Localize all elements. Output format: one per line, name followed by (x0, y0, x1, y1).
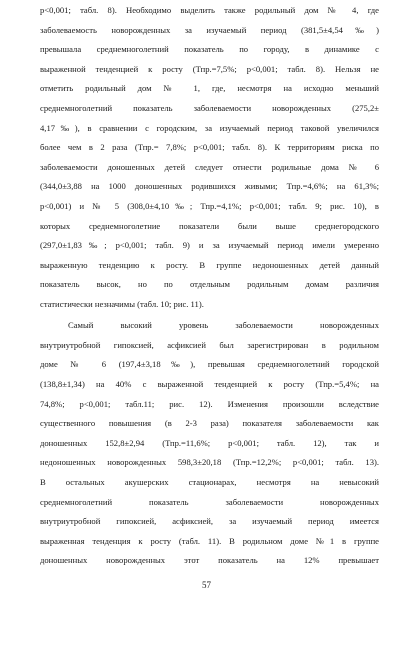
text-line: заболеваемости доношенных детей следует отнести родильные дома № 6 (40, 161, 379, 172)
text-line: статистически незначимы (табл. 10; рис. 11). (40, 299, 204, 309)
text-line: существенного повышения (в 2-3 раза) показателя заболеваемости как (40, 418, 379, 429)
text-line: (297,0±1,83‰; р<0,001; табл. 9) и за изучаемый период имели умеренно (40, 240, 379, 251)
text-line: выраженная тенденция к росту (табл. 11). В родильном доме №1 в группе (40, 535, 379, 546)
text-line: р<0,001; табл. 8). Необходимо выделить также родильный дом № 4, где (40, 5, 379, 15)
text-line: выраженную тенденцию к росту. В группе недоношенных детей данный (40, 259, 379, 270)
text-line: (344,0±3,88 на 1000 доношенных родившихся живыми; Тпр.=4,6%; на 61,3%; (40, 181, 379, 192)
text-line: (138,8±1,34) на 40% с выраженной тенденцией к росту (Тпр.=5,4%; на (40, 378, 379, 389)
text-line: которых среднемноголетние показатели были выше среднегородского (40, 220, 379, 231)
text-line: заболеваемость новорожденных за изучаемый период (381,5±4,54‰) (40, 24, 379, 35)
text-line: внутриутробной гипоксией, асфиксией был зарегистрирован в родильном (40, 339, 379, 350)
text-line: более чем в 2 раза (Тпр.= 7,8%; р<0,001; табл. 8). К территориям риска по (40, 142, 379, 153)
text-line: доме № 6 (197,4±3,18‰), превышая среднемноголетний городской (40, 359, 379, 370)
text-line: показатель высок, но по отдельным родильным домам различия (40, 279, 379, 290)
page-number: 57 (202, 579, 211, 590)
text-line: среднемноголетний показатель заболеваемости новорожденных (40, 496, 379, 507)
text-line: доношенных 152,8±2,94 (Тпр.=11,6%; р<0,001; табл. 12), так и (40, 437, 379, 448)
text-line: 4,17‰), в сравнении с городским, за изучаемый период таковой увеличился (40, 122, 379, 133)
text-line: превышала среднемноголетний показатель по городу, в динамике с (40, 44, 379, 55)
text-line: доношенных новорожденных этот показатель на 12% превышает (40, 555, 379, 566)
text-line: р<0,001) и № 5 (308,0±4,10‰; Тпр.=4,1%; р<0,001; табл. 9; рис. 10), в (40, 201, 379, 211)
text-line: недоношенных новорожденных 598,3±20,18 (Тпр.=12,2%; р<0,001; табл. 13). (40, 457, 379, 468)
text-line: Самый высокий уровень заболеваемости новорожденных (68, 320, 379, 331)
text-line: В остальных акушерских стационарах, несмотря на невысокий (40, 476, 379, 487)
text-line: отметить родильный дом № 1, где, несмотря на исходно меньший (40, 83, 379, 94)
text-line: 74,8%; р<0,001; табл.11; рис. 12). Изменения произошли вследствие (40, 398, 379, 409)
text-line: внутриутробной гипоксией, асфиксией, за изучаемый период имеется (40, 516, 379, 527)
text-line: выраженной тенденцией к росту (Тпр.=7,5%; р<0,001; табл. 8). Нельзя не (40, 63, 379, 74)
text-line: среднемноголетний показатель заболеваемости новорожденных (275,2± (40, 103, 379, 113)
